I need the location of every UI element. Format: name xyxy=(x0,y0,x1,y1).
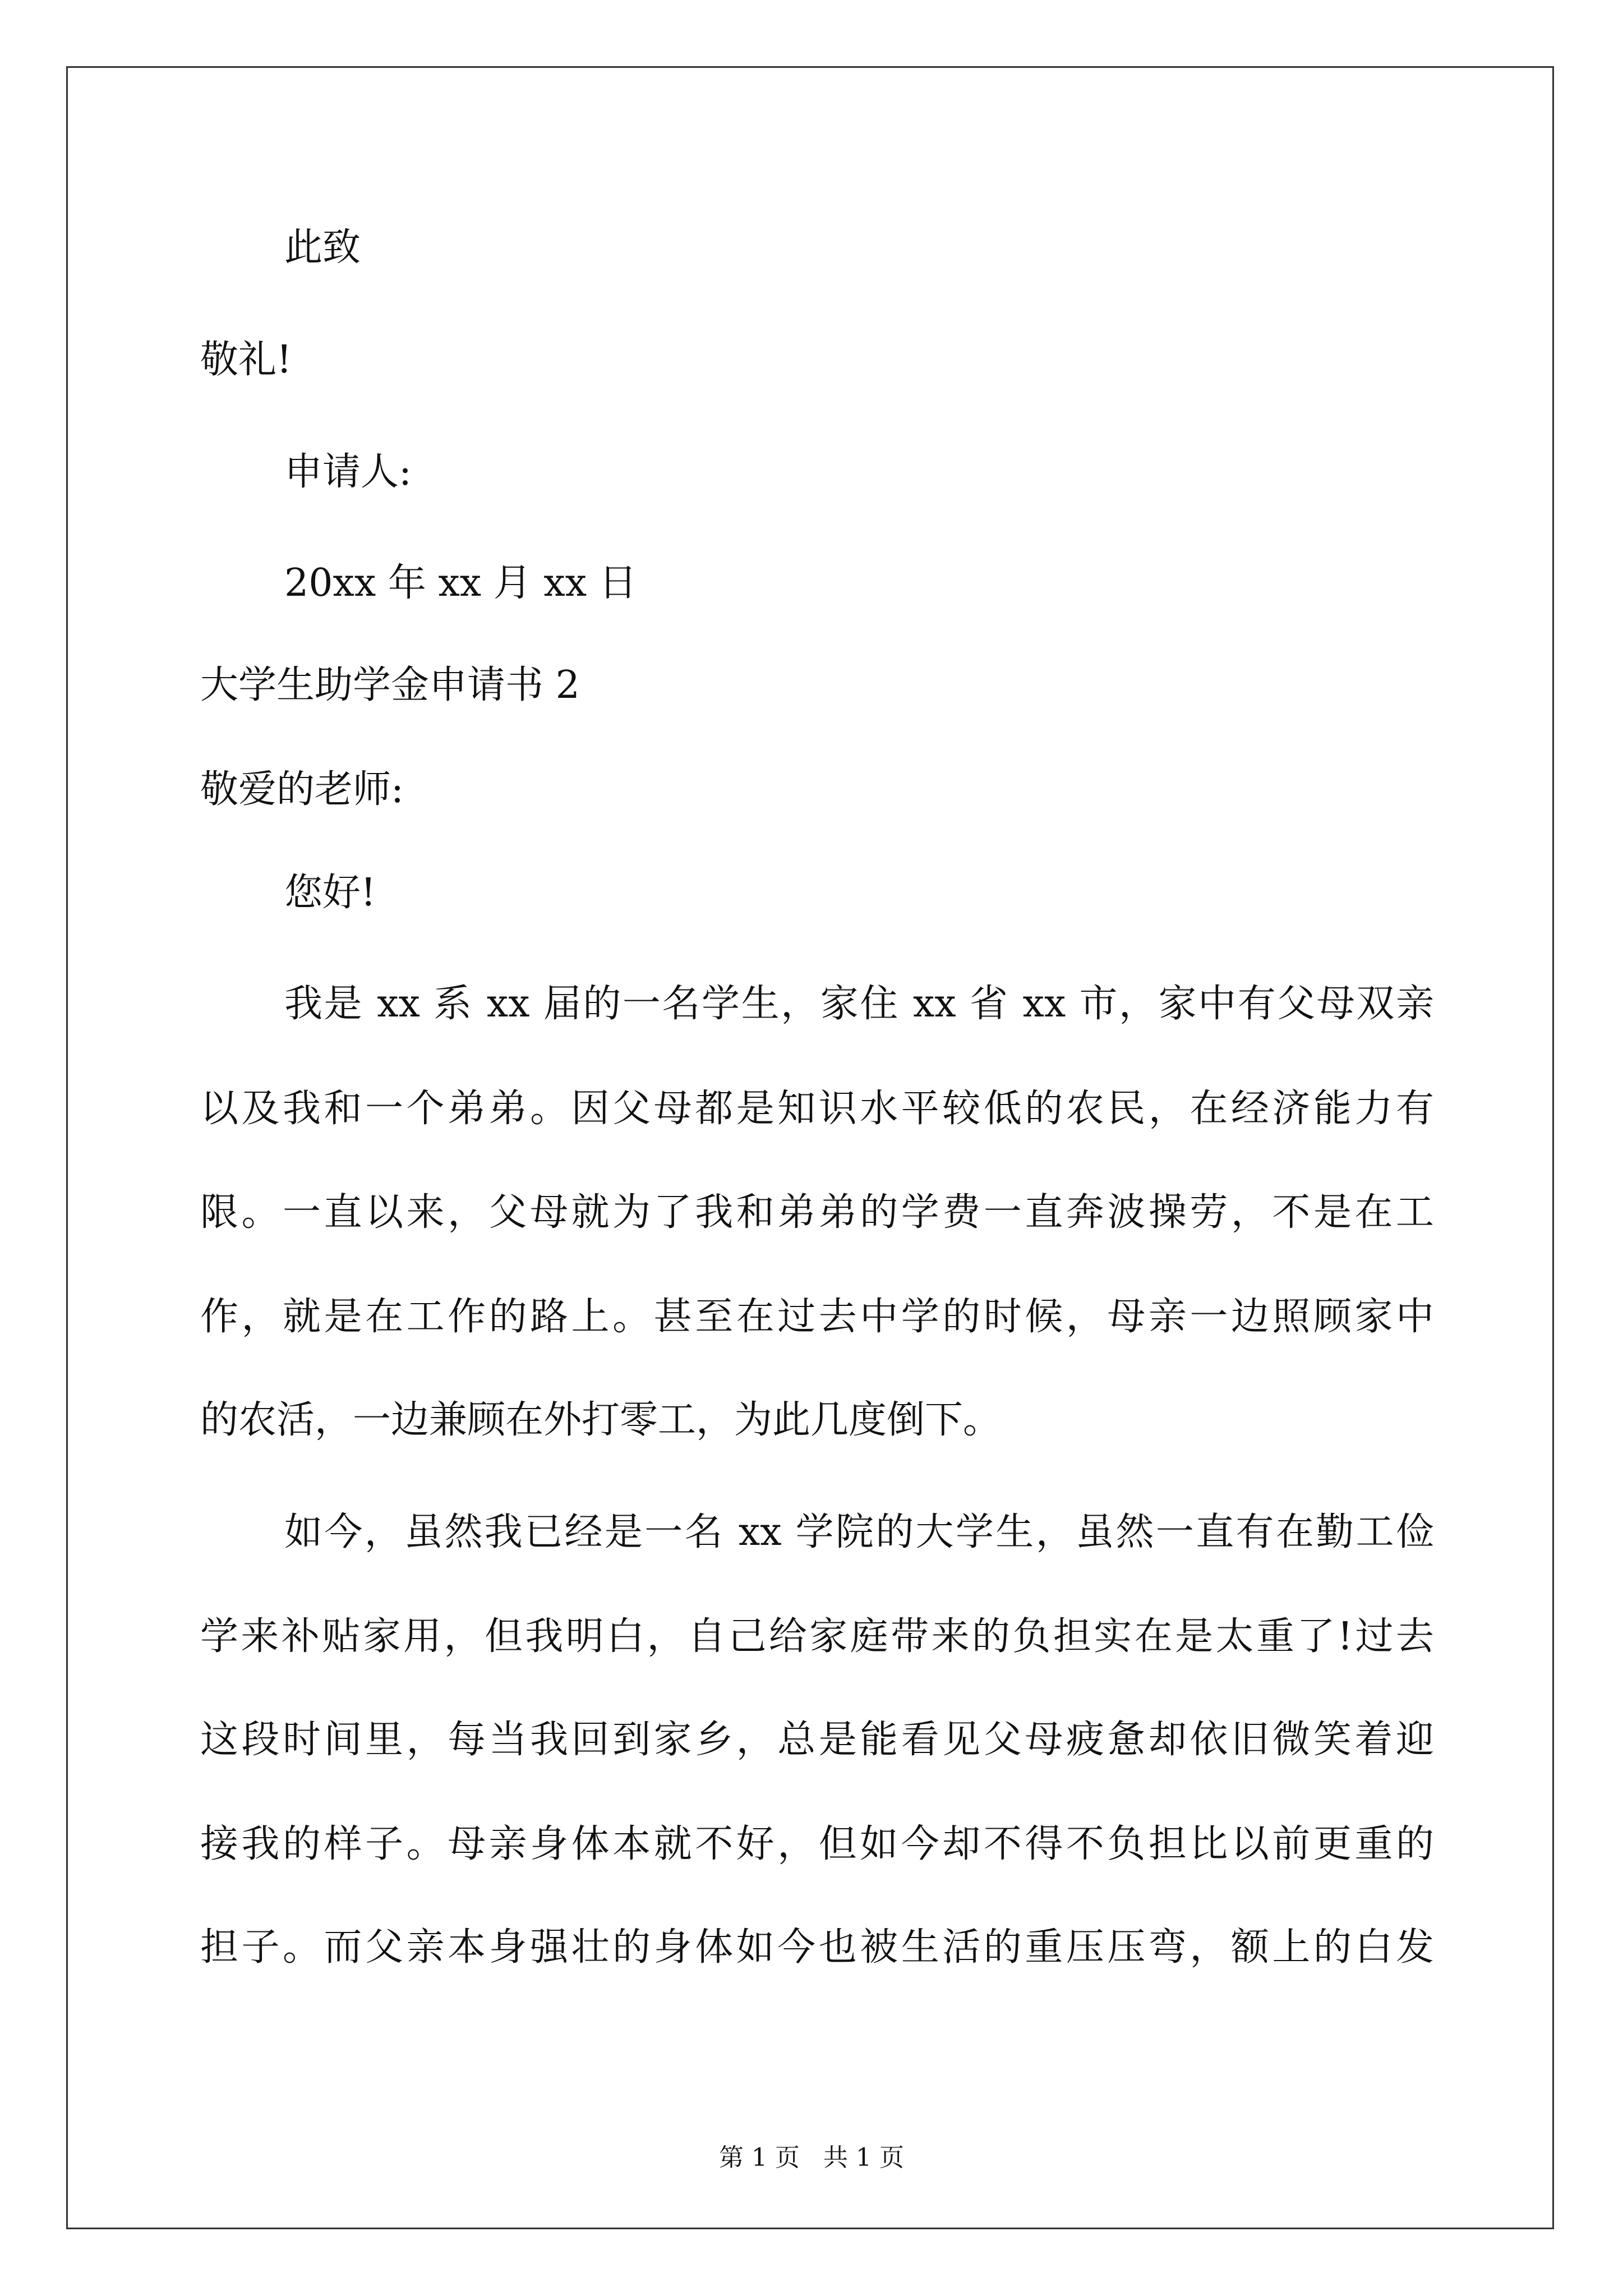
applicant-label: 申请人: xyxy=(284,450,412,494)
paragraph-line: 接我的样子。母亲身体本就不好，但如今却不得不负担比以前更重的 xyxy=(200,1822,1434,1866)
salutation: 此致 xyxy=(284,226,361,270)
paragraph-line: 学来补贴家用，但我明白，自己给家庭带来的负担实在是太重了!过去 xyxy=(200,1614,1434,1659)
paragraph-line: 如今，虽然我已经是一名 xx 学院的大学生，虽然一直有在勤工俭 xyxy=(284,1510,1434,1554)
page-border xyxy=(66,66,1554,2229)
paragraph-line: 我是 xx 系 xx 届的一名学生，家住 xx 省 xx 市，家中有父母双亲 xyxy=(284,982,1434,1026)
addressee: 敬爱的老师: xyxy=(200,767,404,812)
paragraph-line: 这段时间里，每当我回到家乡，总是能看见父母疲惫却依旧微笑着迎 xyxy=(200,1718,1434,1762)
page-number: 第 1 页 xyxy=(719,2143,800,2172)
paragraph-line: 的农活，一边兼顾在外打零工，为此几度倒下。 xyxy=(200,1398,1002,1442)
page-footer xyxy=(0,2137,1623,2173)
date: 20xx 年 xx 月 xx 日 xyxy=(284,561,637,605)
paragraph-line: 作，就是在工作的路上。甚至在过去中学的时候，母亲一边照顾家中 xyxy=(200,1295,1434,1339)
regards: 敬礼! xyxy=(200,338,292,382)
page-total: 共 1 页 xyxy=(823,2143,904,2172)
paragraph-line: 限。一直以来，父母就为了我和弟弟的学费一直奔波操劳，不是在工 xyxy=(200,1190,1434,1235)
paragraph-line: 以及我和一个弟弟。因父母都是知识水平较低的农民，在经济能力有 xyxy=(200,1087,1434,1131)
greeting: 您好! xyxy=(284,871,376,915)
letter-title: 大学生助学金申请书 2 xyxy=(200,663,580,707)
paragraph-line: 担子。而父亲本身强壮的身体如今也被生活的重压压弯，额上的白发 xyxy=(200,1925,1434,1970)
